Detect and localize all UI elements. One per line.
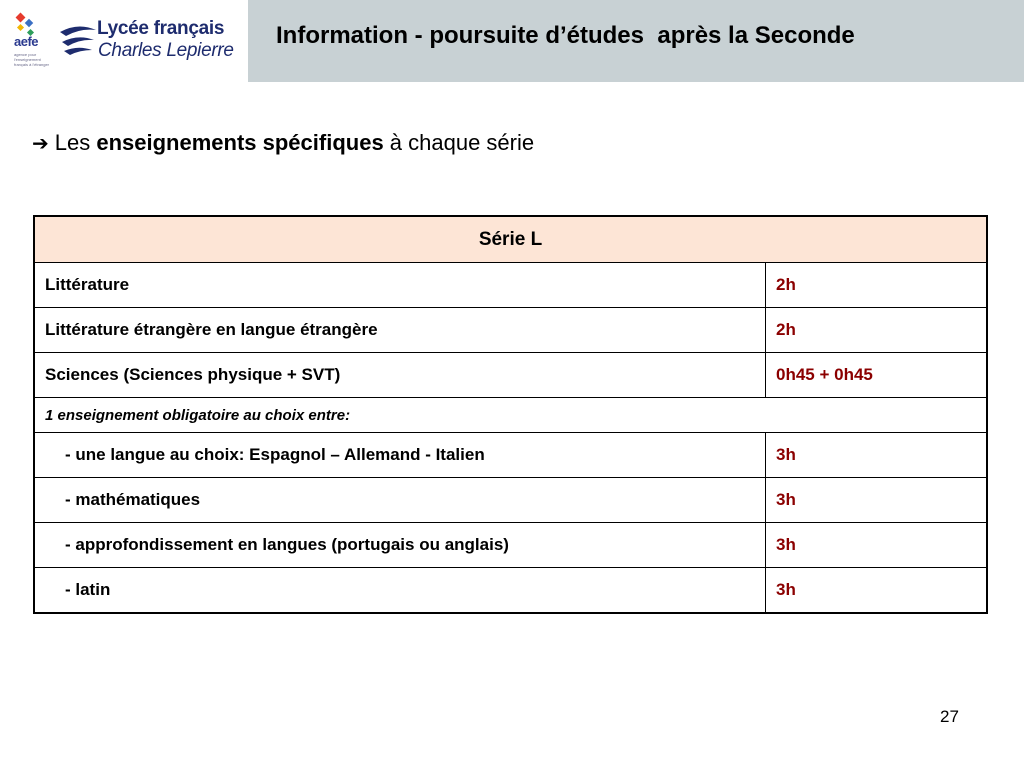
table-row bbox=[34, 568, 987, 614]
table-note-row bbox=[34, 398, 987, 433]
lycee-swoosh-icon bbox=[58, 22, 98, 56]
option-cell: - latin bbox=[34, 568, 766, 614]
slide-title: Information - poursuite d’études après la Seconde bbox=[276, 22, 855, 49]
table-row bbox=[34, 308, 987, 353]
subject-cell: Sciences (Sciences physique + SVT) bbox=[34, 353, 766, 398]
page-number: 27 bbox=[940, 707, 959, 726]
school-logo bbox=[0, 0, 248, 82]
table-note: 1 enseignement obligatoire au choix entre: bbox=[34, 398, 987, 433]
hours-cell: 0h45 + 0h45 bbox=[766, 353, 988, 398]
aefe-logo-text: aefe bbox=[14, 34, 39, 49]
intro-prefix: Les bbox=[54, 130, 97, 155]
option-cell: - approfondissement en langues (portugais ou anglais) bbox=[34, 523, 766, 568]
intro-bold: enseignements spécifiques bbox=[96, 130, 384, 155]
logo-line-2: Charles Lepierre bbox=[98, 40, 234, 61]
arrow-right-icon: ➔ bbox=[32, 133, 49, 155]
hours-cell: 3h bbox=[766, 568, 988, 614]
aefe-logo-subtitle: agence pour l'enseignement français à l'étranger bbox=[14, 52, 50, 67]
hours-cell: 3h bbox=[766, 433, 988, 478]
table-row bbox=[34, 478, 987, 523]
hours-cell: 2h bbox=[766, 263, 988, 308]
table-row bbox=[34, 433, 987, 478]
option-cell: - une langue au choix: Espagnol – Allemand - Italien bbox=[34, 433, 766, 478]
subject-cell: Littérature bbox=[34, 263, 766, 308]
subjects-table bbox=[33, 215, 988, 614]
table-row bbox=[34, 353, 987, 398]
logo-line-1: Lycée français bbox=[97, 18, 225, 39]
table-row bbox=[34, 523, 987, 568]
subject-cell: Littérature étrangère en langue étrangère bbox=[34, 308, 766, 353]
table-row bbox=[34, 263, 987, 308]
hours-cell: 3h bbox=[766, 478, 988, 523]
table-header-row bbox=[34, 216, 987, 263]
table-header: Série L bbox=[34, 216, 987, 263]
hours-cell: 2h bbox=[766, 308, 988, 353]
option-cell: - mathématiques bbox=[34, 478, 766, 523]
intro-suffix: à chaque série bbox=[383, 130, 535, 155]
intro-line bbox=[32, 130, 534, 156]
hours-cell: 3h bbox=[766, 523, 988, 568]
